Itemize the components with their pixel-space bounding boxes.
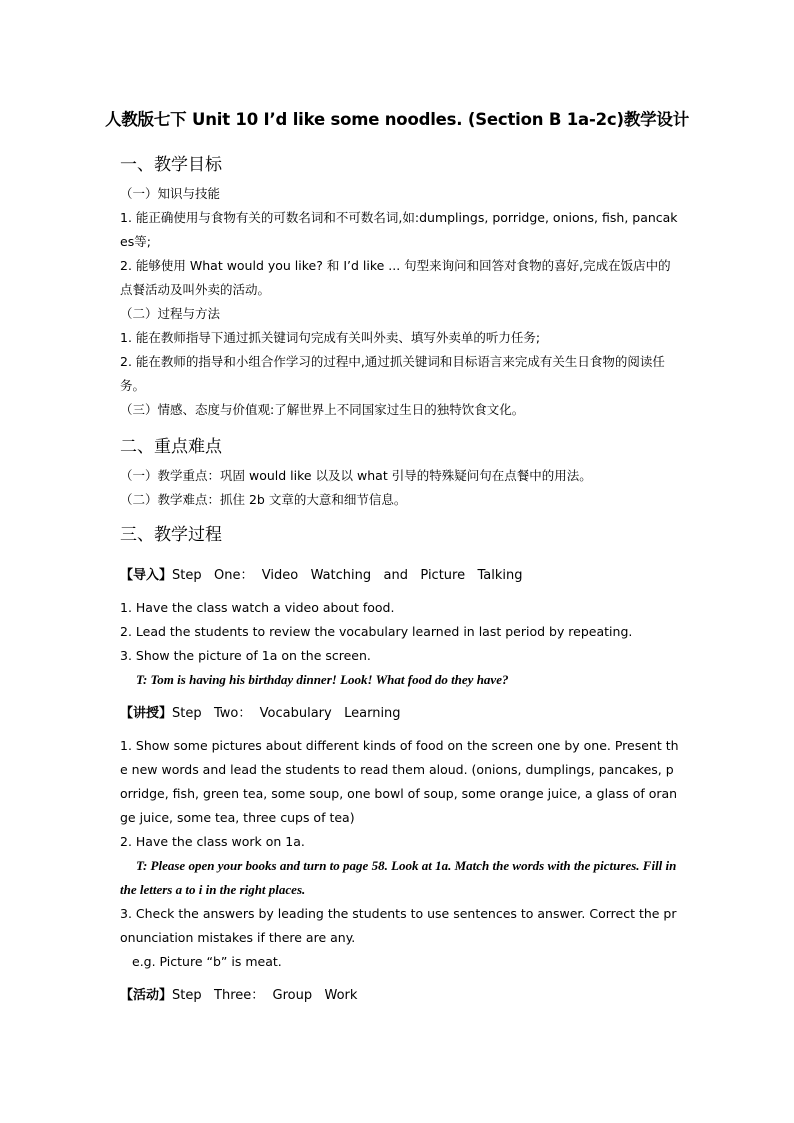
document-title: 人教版七下 Unit 10 I’d like some noodles. (Section B 1a-2c)教学设计 [104,110,690,129]
step-three-heading [120,984,357,1003]
step-two-item-2: 2. Have the class work on 1a. [120,834,305,849]
objective-item-1: 1. 能正确使用与食物有关的可数名词和不可数名词,如:dumplings, porridge, onions, fish, pancakes等; [120,210,678,249]
step-three-label: Step Three： Group Work [172,988,358,1003]
step-three-tag: 【活动】 [120,988,173,1003]
section-heading-key-points: 二、重点难点 [120,437,222,457]
step-one-item-3: 3. Show the picture of 1a on the screen. [120,648,371,663]
step-two-teacher-quote: T: Please open your books and turn to page 58. Look at 1a. Match the words with the pictures. Fill in the letters a to i in the right places. [120,858,677,897]
section-heading-process: 三、教学过程 [120,525,222,545]
step-two-example: e.g. Picture “b” is meat. [132,954,282,969]
section-heading-objectives: 一、教学目标 [120,155,222,175]
step-one-label: Step One： Video Watching and Picture Talking [172,568,523,583]
process-item-1: 1. 能在教师指导下通过抓关键词句完成有关叫外卖、填写外卖单的听力任务; [120,330,541,345]
process-item-2: 2. 能在教师的指导和小组合作学习的过程中,通过抓关键词和目标语言来完成有关生日食物的阅读任务。 [120,354,665,393]
step-two-label: Step Two： Vocabulary Learning [172,706,401,721]
step-two-item-1: 1. Show some pictures about different kinds of food on the screen one by one. Present the new words and lead the students to read them aloud. (onions, dumplings, pancakes, porridge, fish, green tea, some soup, one bowl of soup, some orange juice, a glass of orange juice, some tea, three cups of tea) [120,738,679,825]
step-one-tag: 【导入】 [120,568,173,583]
subheading-process: （二）过程与方法 [120,306,221,321]
step-one-item-2: 2. Lead the students to review the vocabulary learned in last period by repeating. [120,624,633,639]
step-two-tag: 【讲授】 [120,706,173,721]
difficulty-item: （二）教学难点：抓住 2b 文章的大意和细节信息。 [120,492,407,507]
subheading-knowledge: （一）知识与技能 [120,186,221,201]
step-two-heading [120,702,401,721]
step-one-teacher-quote: T: Tom is having his birthday dinner! Look! What food do they have? [136,672,509,687]
step-one-item-1: 1. Have the class watch a video about food. [120,600,395,615]
key-point-item: （一）教学重点：巩固 would like 以及以 what 引导的特殊疑问句在点餐中的用法。 [120,468,592,483]
step-one-heading [120,564,523,583]
step-two-item-3: 3. Check the answers by leading the students to use sentences to answer. Correct the pronunciation mistakes if there are any. [120,906,677,945]
subheading-attitude: （三）情感、态度与价值观:了解世界上不同国家过生日的独特饮食文化。 [120,402,525,417]
objective-item-2: 2. 能够使用 What would you like? 和 I’d like ... 句型来询问和回答对食物的喜好,完成在饭店中的点餐活动及叫外卖的活动。 [120,258,671,297]
